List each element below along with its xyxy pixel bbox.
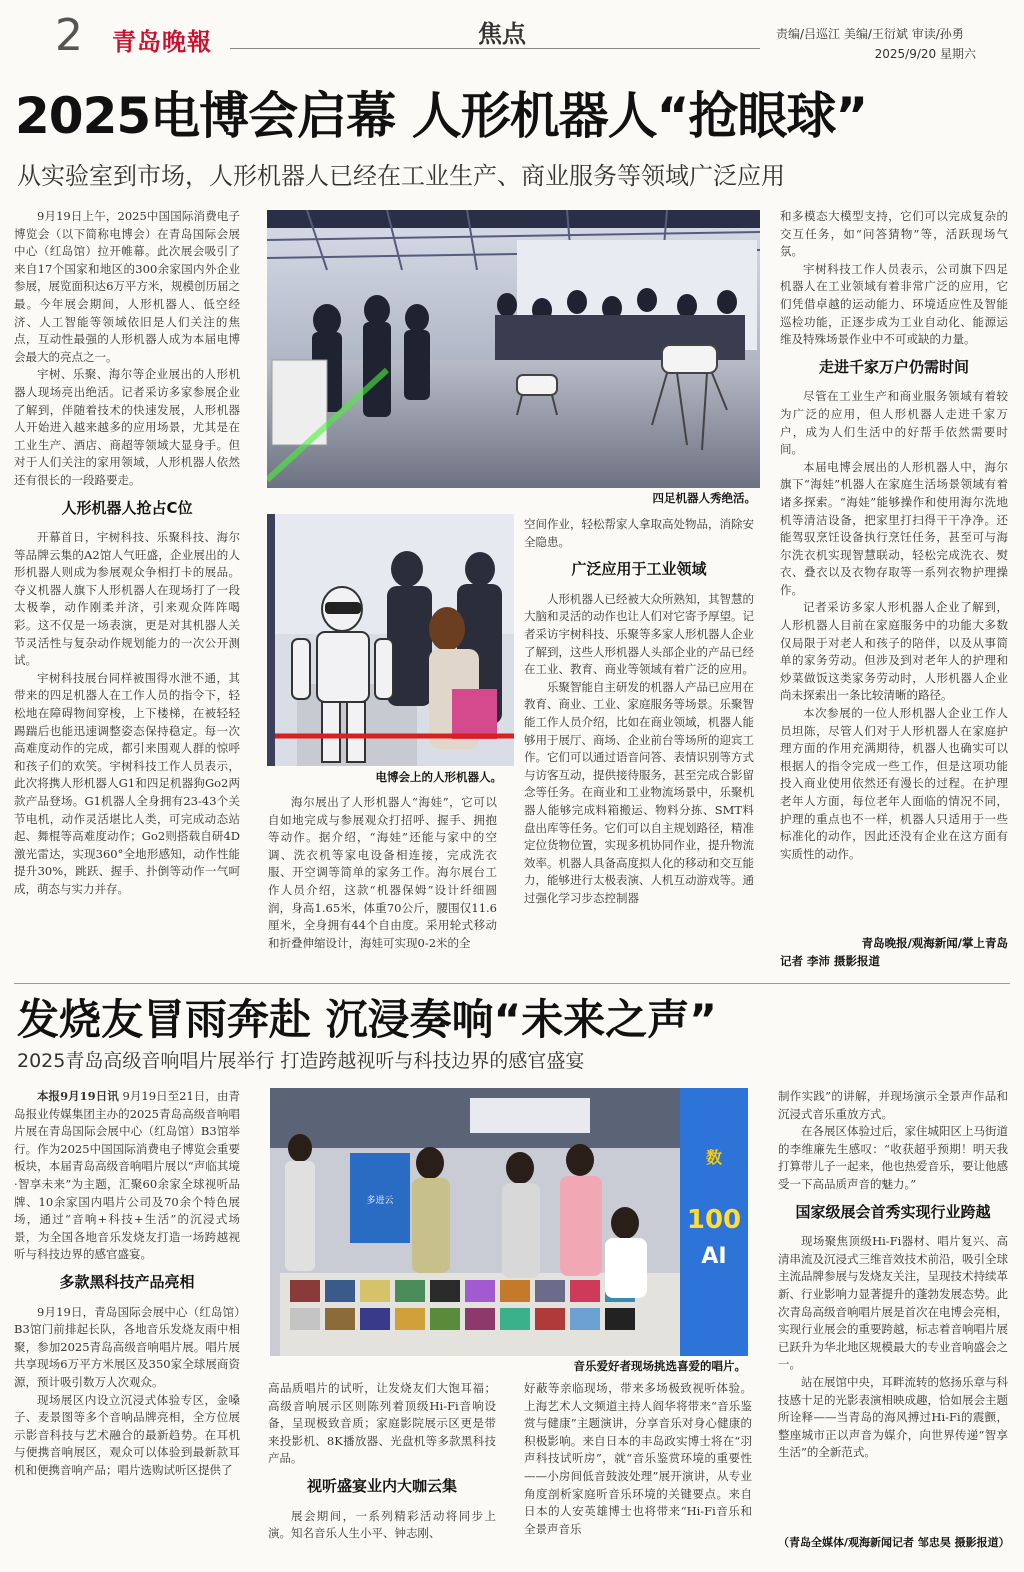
- paragraph: 尽管在工业生产和商业服务领域有着较为广泛的应用，但人形机器人走进千家万户，成为人们生活中的好帮手依然需要时间。: [780, 389, 1008, 457]
- header-rule: [230, 48, 760, 49]
- article2-column-2: [268, 1380, 496, 1566]
- issue-date: 2025/9/20 星期六: [874, 47, 976, 61]
- article1-column-4: [780, 208, 1008, 934]
- paragraph: 宇树科技展台同样被围得水泄不通，其带来的四足机器人在工作人员的指令下，轻松地在障碍物间穿梭，上下楼梯，在被轻轻踢踹后也能迅速调整姿态保持稳定。每一次高难度动作的完成，都引来围观人群的惊呼和孩子们的欢笑。宇树科技工作人员表示，此次将携人形机器人G1和四足机器狗Go2两款产品登场。G1机器人全身拥有23-43个关节电机，动作灵活堪比人类，可完成动态站起、舞棍等高难度动作；Go2则搭载自研4D激光雷达，实现360°全地形感知，动作性能提升30%，跳跃、握手、扑倒等动作一气呵成，萌态与实力并存。: [14, 670, 240, 896]
- page-number: 2: [55, 10, 83, 61]
- article2-headline: 发烧友冒雨奔赴 沉浸奏响“未来之声”: [17, 995, 717, 1044]
- article2-column-3: [524, 1380, 752, 1566]
- article2-section-heading: 国家级展会首秀实现行业跨越: [795, 1202, 991, 1221]
- article2-section-heading: 视听盛宴业内大咖云集: [306, 1476, 457, 1495]
- article1-column-1: [14, 208, 240, 972]
- paragraph: 9月19日至21日，由青岛报业传媒集团主办的2025青岛高级音响唱片展在青岛国际会展中心（红岛馆）B3馆举行。作为2025中国国际消费电子博览会重要板块，本届青岛高级音响唱片展以“声临其境·智享未来”为主题，汇聚60余家全球视听品牌、10余家国内唱片公司及70余个特色展场，通过“音响+科技+生活”的沉浸式场景，为全国各地音乐发烧友打造一场跨越视听与科技边界的感官盛宴。: [14, 1089, 240, 1262]
- photo-caption-humanoid: 电博会上的人形机器人。: [375, 770, 502, 784]
- paragraph: 本届电博会展出的人形机器人中，海尔旗下“海娃”机器人在家庭生活场景领域有着诸多探索。“海娃”能够操作和使用海尔洗地机等清洁设备，把家里打扫得干干净净。还能驾驭烹饪设备执行烹饪任务，甚至可与海尔洗衣机实现智慧联动，轻松完成洗衣、熨衣、叠衣以及衣物存取等一系列衣物护理操作。: [780, 459, 1008, 597]
- robot-dog-photo: [267, 210, 760, 488]
- paragraph: 好蔽等亲临现场，带来多场极致视听体验。上海艺术人文频道主持人阎华将带来“音乐鉴赏与健康”主题演讲，分享音乐对身心健康的积极影响。来自日本的丰岛政实博士将在“羽声科技试听房”，就“音乐鉴赏环境的重要性——小房间低音鼓波处理”展开演讲，从专业角度剖析家庭听音乐环境的关键要点。来自日本的人安英雄博士也将带来“Hi-Fi音乐和全景声音乐: [524, 1381, 752, 1536]
- paragraph: 9月19日上午，2025中国国际消费电子博览会（以下简称电博会）在青岛国际会展中心（红岛馆）拉开帷幕。此次展会吸引了来自17个国家和地区的300余家国内外企业参展，展览面积达6万平方米，规模创历届之最。今年展会期间，人形机器人、低空经济、人工智能等领域依旧是人们关注的焦点，互动性最强的人形机器人成为本届电博会最大的亮点之一。: [14, 209, 240, 364]
- record-fair-photo: [270, 1088, 748, 1356]
- article1-subheadline: 从实验室到市场，人形机器人已经在工业生产、商业服务等领域广泛应用: [17, 162, 785, 190]
- article1-column-2: [268, 794, 497, 970]
- article1-section-heading: 人形机器人抢占C位: [61, 498, 193, 517]
- article2-section-heading: 多款黑科技产品亮相: [59, 1272, 195, 1291]
- paragraph: 空间作业，轻松帮家人拿取高处物品，消除安全隐患。: [524, 517, 754, 549]
- article1-section-heading: 广泛应用于工业领域: [571, 560, 707, 579]
- paragraph: 现场聚焦顶级Hi-Fi器材、唱片复兴、高清串流及沉浸式三维音效技术前沿，吸引全球主流品牌参展与发烧友关注，呈现技术持续革新、行业影响力显著提升的蓬勃发展态势。此次青岛高级音响唱片展是首次在电博会亮相，实现行业展会的重要跨越，标志着音响唱片展已跃升为华北地区规模最大的专业音响盛会之一。: [778, 1234, 1008, 1372]
- paragraph: 站在展馆中央，耳畔流转的悠扬乐章与科技感十足的光影表演相映成趣，恰如展会主题所诠释——当青岛的海风搏过Hi-Fi的震颤，整座城市正以声音为媒介，向世界传递“智享生活”的全新范式。: [778, 1374, 1008, 1460]
- paragraph: 本次参展的一位人形机器人企业工作人员坦陈，尽管人们对于人形机器人在家庭护理方面的作用充满期待，机器人也确实可以根据人的指令完成一些工作，但是这项功能投入商业使用依然还有漫长的过程。在护理老年人方面，每位老年人面临的情况不同，护理的重点也不一样，机器人只适用于一些标准化的动作，因此还没有企业在这方面有实质性的动作。: [780, 706, 1008, 861]
- board-text-2: 100: [686, 1205, 742, 1235]
- paragraph: 宇树、乐聚、海尔等企业展出的人形机器人现场亮出绝活。记者采访多家参展企业了解到，伴随着技术的快速发展，人形机器人开始进入越来越多的应用场景，尤其是在工业生产、酒店、商超等领域大显身手。但对于人们关注的家用领域，人形机器人依然还有很长的一段路要走。: [14, 367, 240, 487]
- newspaper-logo: 青岛晚報: [112, 27, 212, 56]
- booth-sign-text: 多进云: [366, 1196, 394, 1206]
- dateline: 本报9月19日讯: [37, 1089, 119, 1103]
- paragraph: 记者采访多家人形机器人企业了解到，人形机器人目前在家庭服务中的功能大多数仅局限于对老人和孩子的陪伴，以及从事简单的家务劳动。但涉及到对老年人的护理和炒菜做饭这类家务劳动时，人形机器人企业尚未探索出一条比较清晰的路径。: [780, 600, 1008, 703]
- byline-outlet: 青岛晚报/观海新闻/掌上青岛: [861, 936, 1008, 950]
- article2-column-1: [14, 1088, 240, 1566]
- article2-subheadline: 2025青岛高级音响唱片展举行 打造跨越视听与科技边界的感官盛宴: [17, 1050, 585, 1072]
- paragraph: 海尔展出了人形机器人“海娃”，它可以自如地完成与参展观众打招呼、握手、拥抱等动作。据介绍，“海娃”还能与家中的空调、洗衣机等家电设备相连接，完成洗衣服、开空调等简单的家务工作。海尔展台工作人员介绍，这款“机器保姆”设计纤细圆润，身高1.65米，体重70公斤，腰围仅11.6厘米，全身拥有44个自由度。采用轮式移动和折叠伸缩设计，海娃可实现0-2米的全: [268, 795, 497, 950]
- article2-byline: （青岛全媒体/观海新闻记者 邹忠昊 摄影报道）: [778, 1536, 1010, 1549]
- board-text-3: AI: [701, 1244, 727, 1269]
- paragraph: 和多模态大模型支持，它们可以完成复杂的交互任务，如“问答猜物”等，活跃现场气氛。: [780, 209, 1008, 259]
- editor-credits: 责编/吕巡江 美编/王衍斌 审读/孙勇: [776, 27, 964, 41]
- article2-column-4: [778, 1088, 1008, 1534]
- paragraph: 乐聚智能自主研发的机器人产品已应用在教育、商业、工业、家庭服务等场景。乐聚智能工作人员介绍，比如在商业领域，机器人能够用于展厅、商场、企业前台等场所的迎宾工作。它们可以通过语音问答、表情识别等方式与访客互动，提供接待服务，甚至完成合影留念等任务。在商业和工业物流场景中，乐聚机器人能够完成料箱搬运、物料分拣、SMT料盘出库等任务。它们可以自主规划路径，精准定位货物位置，实现多机协同作业，提升物流效率。机器人具备高度拟人化的移动和交互能力，能够进行太极表演、人机互动游戏等。通过强化学习步态控制器: [524, 679, 754, 905]
- humanoid-robot-photo: [267, 514, 514, 766]
- paragraph: 开幕首日，宇树科技、乐聚科技、海尔等品牌云集的A2馆人气旺盛，企业展出的人形机器人则成为参展观众争相打卡的展品。夺义机器人旗下人形机器人在现场打了一段太极拳，动作刚柔并济，引来观众阵阵喝彩。这不仅是一场表演，更是对其机器人关节灵活性与复杂动作规划能力的一次公开测试。: [14, 530, 240, 668]
- paragraph: 展会期间，一系列精彩活动将同步上演。知名音乐人生小平、钟志刚、: [268, 1508, 496, 1541]
- article1-headline: 2025电博会启幕 人形机器人“抢眼球”: [15, 87, 868, 145]
- photo-caption-record-fair: 音乐爱好者现场挑选喜爱的唱片。: [573, 1359, 746, 1373]
- article1-section-heading: 走进千家万户仍需时间: [818, 357, 969, 376]
- paragraph: 宇树科技工作人员表示，公司旗下四足机器人在工业领域有着非常广泛的应用，它们凭借卓越的运动能力、环境适应性及智能巡检功能，正逐步成为工业自动化、能源运维及特殊场景作业中不可或缺的力量。: [780, 261, 1008, 347]
- section-title: 焦点: [478, 20, 526, 48]
- article-divider: [14, 983, 1010, 984]
- byline-reporter: 记者 李沛 摄影报道: [780, 954, 881, 968]
- photo-caption-robot-dog: 四足机器人秀绝活。: [652, 491, 756, 505]
- header-credits: [776, 24, 976, 64]
- paragraph: 高品质唱片的试听，让发烧友们大饱耳福；高级音响展示区则陈列着顶级Hi-Fi音响设备，呈现极致音质；家庭影院展示区更是带来投影机、8K播放器、光盘机等多款黑科技产品。: [268, 1381, 496, 1466]
- article1-column-3: [524, 516, 754, 970]
- paragraph: 人形机器人已经被大众所熟知，其智慧的大脑和灵活的动作也让人们对它寄予厚望。记者采访宇树科技、乐聚等多家人形机器人企业了解到，这些人形机器人头部企业的产品已经在工业、教育、商业等领域有着广泛的应用。: [524, 591, 754, 677]
- board-text-1: 数: [705, 1148, 723, 1167]
- paragraph: 制作实践”的讲解，并现场演示全景声作品和沉浸式音乐重放方式。: [778, 1089, 1008, 1121]
- paragraph: 现场展区内设立沉浸式体验专区，金嗓子、麦景图等多个音响品牌亮相，全方位展示影音科技与艺术融合的最新趋势。在耳机与便携音响展区，观众可以体验到最新款耳机和便携音响产品；唱片选购试听区提供了: [14, 1392, 240, 1477]
- paragraph: 在各展区体验过后，家住城阳区上马街道的李维廉先生感叹：“收获超乎预期！明天我打算带儿子一起来，他也热爱音乐，要让他感受一下高品质声音的魅力。”: [778, 1124, 1008, 1191]
- paragraph: 9月19日，青岛国际会展中心（红岛馆）B3馆门前排起长队，各地音乐发烧友雨中相聚，参加2025青岛高级音响唱片展。唱片展共享现场6万平方米展区及350家全球展商资源，预计吸引数万人次观众。: [14, 1304, 240, 1389]
- article1-byline: [780, 934, 1008, 970]
